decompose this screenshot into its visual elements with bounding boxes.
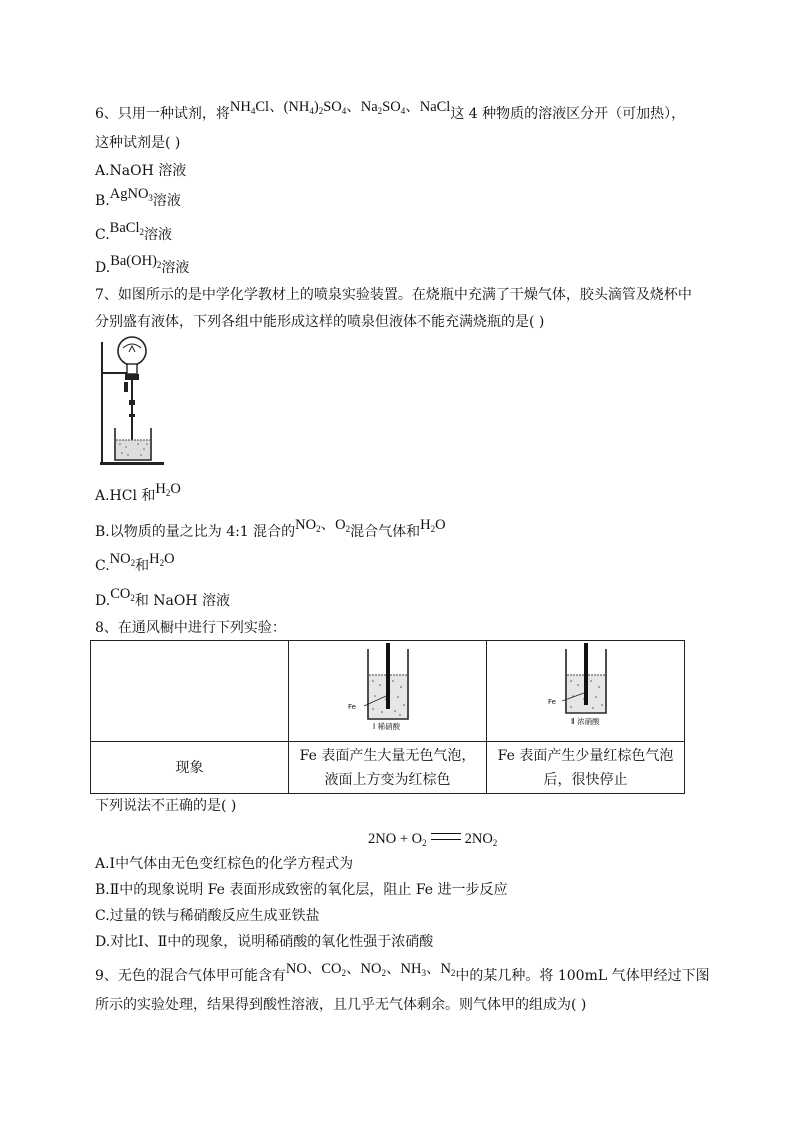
table-cell-phenomenon-1: Fe 表面产生大量无色气泡， 液面上方变为红棕色: [289, 742, 487, 794]
experiment-table: [90, 640, 685, 794]
gas-list-formulas: NO、$CO_2$、$NO_2$、$NH_3$、$N_2$: [285, 961, 456, 978]
q8-option-a: A.Ⅰ中气体由无色变红棕色的化学方程式为: [95, 856, 354, 872]
fountain-apparatus-figure: [98, 334, 168, 470]
q7-stem-line1: 7、如图所示的是中学化学教材上的喷泉实验装置。在烧瓶中充满了干燥气体，胶头滴管及烧杯中: [95, 287, 692, 303]
q8-question: 下列说法不正确的是( ): [95, 798, 237, 814]
beaker-concentrated-nitric-figure: [536, 641, 636, 733]
figure-2-caption: Ⅱ 浓硝酸: [570, 717, 600, 726]
equation-no-o2: $2NO + O_2$ $2NO_2$: [368, 831, 498, 848]
q7-option-a: A.HCl 和$H_2O$: [95, 481, 181, 504]
q6-option-a: A.NaOH 溶液: [95, 163, 187, 179]
q6-stem-line2: 这种试剂是( ): [95, 135, 181, 151]
q7-option-b: B.以物质的量之比为 4:1 混合的$NO_2$、$O_2$混合气体和$H_2O$: [95, 517, 446, 540]
q9-stem-line2: 所示的实验处理，结果得到酸性溶液，且几乎无气体剩余。则气体甲的组成为( ): [95, 997, 587, 1013]
fe-label-2: Fe: [547, 698, 556, 706]
table-cell-phenomenon-2: Fe 表面产生少量红棕色气泡 后，很快停止: [487, 742, 685, 794]
q8-option-c: C.过量的铁与稀硝酸反应生成亚铁盐: [95, 908, 320, 924]
table-figure-cell-1: [289, 641, 487, 742]
q6-stem-line1: 6、只用一种试剂，将$NH_4Cl$、$(NH_4)_2SO_4$、$Na_2SO_4$、NaCl这 4 种物质的溶液区分开（可加热），: [95, 99, 686, 122]
q9-stem-line1: 9、无色的混合气体甲可能含有NO、$CO_2$、$NO_2$、$NH_3$、$N_2$中的某几种。将 100mL 气体甲经过下图: [95, 961, 710, 984]
table-figure-cell-2: [487, 641, 685, 742]
q6-option-c: C.BaCl$_2$溶液: [95, 220, 172, 243]
q8-option-d: D.对比Ⅰ、Ⅱ中的现象，说明稀硝酸的氧化性强于浓硝酸: [95, 934, 434, 950]
q6-option-d: $D.Ba(OH)_2$溶液: [95, 253, 190, 276]
q8-stem: 8、在通风橱中进行下列实验：: [95, 620, 286, 636]
figure-1-caption: Ⅰ 稀硝酸: [372, 722, 400, 731]
table-row-header: 现象: [91, 742, 289, 794]
formula-nh4cl: $NH_4Cl$、$(NH_4)_2SO_4$、$Na_2SO_4$、NaCl: [229, 99, 451, 116]
q7-stem-line2: 分别盛有液体，下列各组中能形成这样的喷泉但液体不能充满烧瓶的是( ): [95, 314, 545, 330]
beaker-dilute-nitric-figure: [338, 641, 438, 733]
fe-label-1: Fe: [347, 703, 356, 711]
q7-option-d: $D.CO_2$和 NaOH 溶液: [95, 586, 231, 609]
q6-option-b: B.AgNO$_3$溶液: [95, 186, 181, 209]
table-corner-cell: [91, 641, 289, 742]
q8-option-b: B.Ⅱ中的现象说明 Fe 表面形成致密的氧化层，阻止 Fe 进一步反应: [95, 882, 508, 898]
q7-option-c: $C.NO_2$和$H_2O$: [95, 551, 175, 574]
